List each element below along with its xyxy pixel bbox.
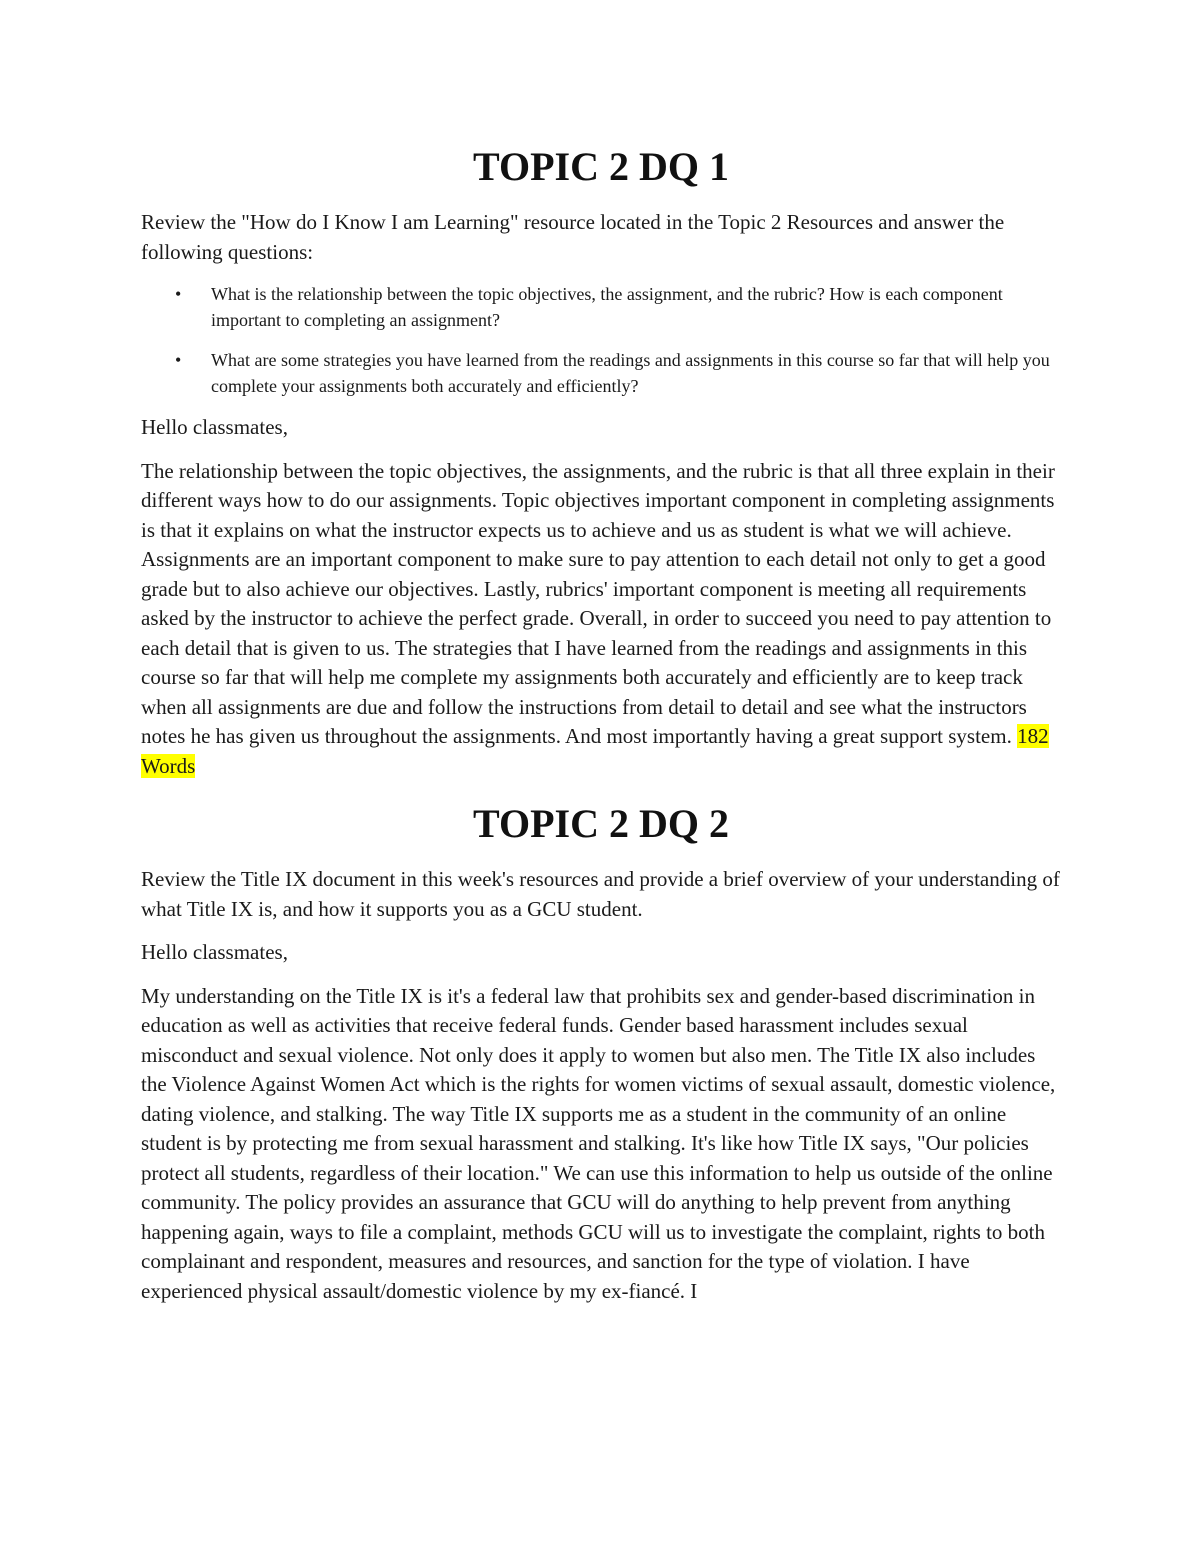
section-1-question-list [141,281,1061,399]
question-item [175,347,1061,399]
bullet-icon: • [175,350,182,370]
section-1-title: TOPIC 2 DQ 1 [473,144,729,189]
document-page [141,140,1061,1320]
section-2-title: TOPIC 2 DQ 2 [473,801,729,846]
section-2-response: My understanding on the Title IX is it's a federal law that prohibits sex and gender-based discrimination in education as well as activities that receive federal funds. Gender based harassment includes sexual misconduct and sexual violence. Not only does it apply to women but also men. The Title IX also includes the Violence Against Women Act which is the rights for women victims of sexual assault, domestic violence, dating violence, and stalking. The way Title IX supports me as a student in the community of an online student is by protecting me from sexual harassment and stalking. It's like how Title IX says, "Our policies protect all students, regardless of their location." We can use this information to help us outside of the online community. The policy provides an assurance that GCU will do anything to help prevent from anything happening again, ways to file a complaint, methods GCU will us to investigate the complaint, rights to both complainant and respondent, measures and resources, and sanction for the type of violation. I have experienced physical assault/domestic violence by my ex-fiancé. I [141,983,1056,1303]
section-2-greeting: Hello classmates, [141,940,288,964]
question-text: What is the relationship between the topic objectives, the assignment, and the rubric? How is each component important to completing an assignment? [211,284,1003,330]
section-1-greeting: Hello classmates, [141,415,288,439]
section-2-prompt: Review the Title IX document in this week's resources and provide a brief overview of your understanding of what Title IX is, and how it supports you as a GCU student. [141,867,1060,921]
question-text: What are some strategies you have learned from the readings and assignments in this course so far that will help you complete your assignments both accurately and efficiently? [211,350,1050,396]
bullet-icon: • [175,284,182,304]
section-1-response [141,457,1061,782]
section-1-response-text: The relationship between the topic objectives, the assignments, and the rubric is that all three explain in their different ways how to do our assignments. Topic objectives important component in completing assignments is that it explains on what the instructor expects us to achieve and us as student is what we will achieve. Assignments are an important component to make sure to pay attention to each detail not only to get a good grade but to also achieve our objectives. Lastly, rubrics' important component is meeting all requirements asked by the instructor to achieve the perfect grade. Overall, in order to succeed you need to pay attention to each detail that is given to us. The strategies that I have learned from the readings and assignments in this course so far that will help me complete my assignments both accurately and efficiently are to keep track when all assignments are due and follow the instructions from detail to detail and see what the instructors notes he has given us throughout the assignments. And most importantly having a great support system. [141,458,1055,748]
question-item [175,281,1061,333]
section-1-prompt: Review the "How do I Know I am Learning" resource located in the Topic 2 Resources and answer the following questions: [141,210,1005,264]
word-count-badge: 182 Words [141,724,1049,778]
